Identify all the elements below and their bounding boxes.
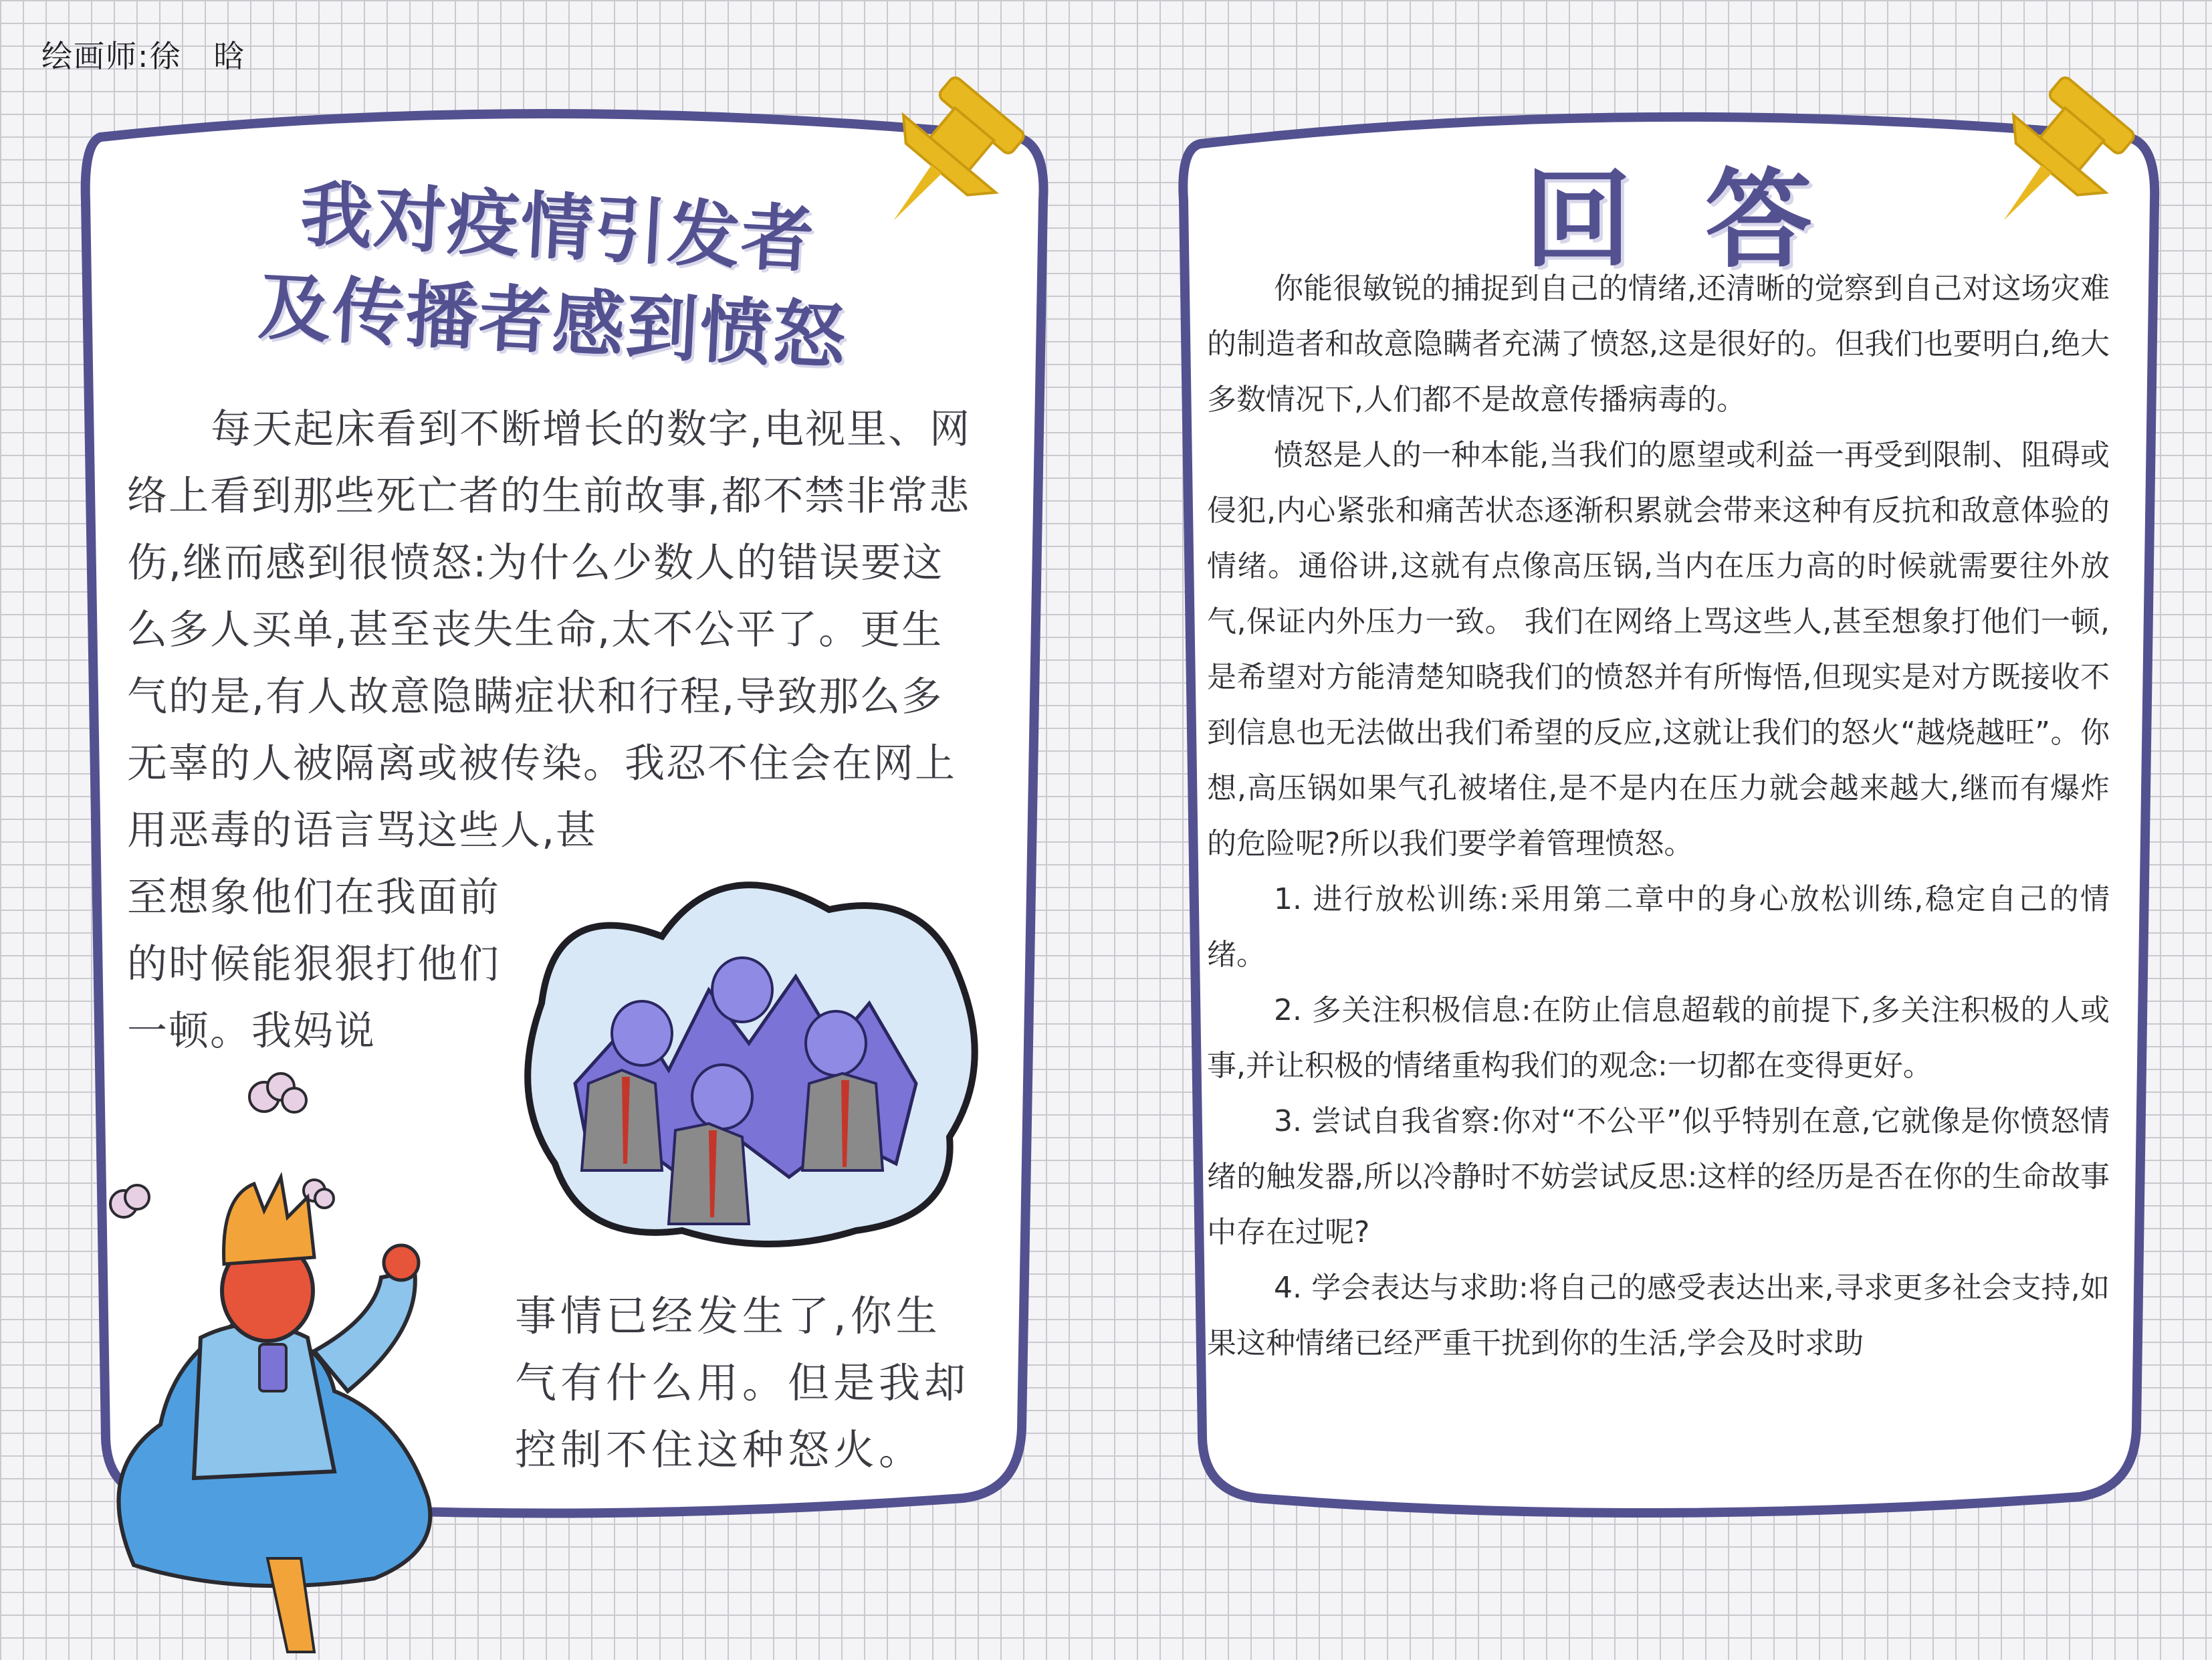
answer-tip-1: 1. 进行放松训练:采用第二章中的身心放松训练,稳定自己的情绪。: [1207, 882, 2110, 972]
answer-tip-4: 4. 学会表达与求助:将自己的感受表达出来,寻求更多社会支持,如果这种情绪已经严重干扰到你的生活,学会及时求助: [1207, 1271, 2110, 1360]
answer-body: [1207, 261, 2110, 1371]
left-body-tail: 至想象他们在我面前的时候能狠狠打他们一顿。我妈说: [127, 874, 500, 1055]
left-card-body: [127, 396, 983, 864]
left-body-paragraph: 每天起床看到不断增长的数字,电视里、网络上看到那些死亡者的生前故事,都不禁非常悲伤,继而感到很愤怒:为什么少数人的错误要这么多人买单,甚至丧失生命,太不公平了。更生气的是,有人故意隐瞒症状和行程,导致那么多无辜的人被隔离或被传染。我忍不住会在网上用恶毒的语言骂这些人,甚: [127, 406, 972, 854]
answer-paragraph-2: 愤怒是人的一种本能,当我们的愿望或利益一再受到限制、阻碍或侵犯,内心紧张和痛苦状态逐渐积累就会带来这种有反抗和敌意体验的情绪。通俗讲,这就有点像高压锅,当内在压力高的时候就需要往外放气,保证内外压力一致。 我们在网络上骂这些人,甚至想象打他们一顿,是希望对方能清楚知晓我们的愤怒并有所悔悟,但现实是对方既接收不到信息也无法做出我们希望的反应,这就让我们的怒火“越烧越旺”。你想,高压锅如果气孔被堵住,是不是内在压力就会越来越大,继而有爆炸的危险呢?所以我们要学着管理愤怒。: [1207, 438, 2110, 861]
answer-tip-2: 2. 多关注积极信息:在防止信息超载的前提下,多关注积极的人或事,并让积极的情绪重构我们的观念:一切都在变得更好。: [1207, 993, 2110, 1083]
left-title-line-2: 及传播者感到愤怒: [256, 265, 849, 380]
bat-group-illustration: [528, 885, 975, 1244]
answer-paragraph-1: 你能很敏锐的捕捉到自己的情绪,还清晰的觉察到自己对这场灾难的制造者和故意隐瞒者充满了愤怒,这是很好的。但我们也要明白,绝大多数情况下,人们都不是故意传播病毒的。: [1207, 272, 2110, 417]
left-title-line-1: 我对疫情引发者: [298, 173, 817, 284]
left-body-end: 事情已经发生了,你生气有什么用。但是我却控制不住这种怒火。: [515, 1291, 970, 1474]
answer-tip-3: 3. 尝试自我省察:你对“不公平”似乎特别在意,它就像是你愤怒情绪的触发器,所以冷静时不妨尝试反思:这样的经历是否在你的生命故事中存在过呢?: [1207, 1104, 2110, 1249]
left-card-title: [216, 163, 893, 388]
answer-title: 回答: [1525, 157, 1886, 282]
illustrator-credit: 绘画师:徐 晗: [41, 38, 246, 74]
